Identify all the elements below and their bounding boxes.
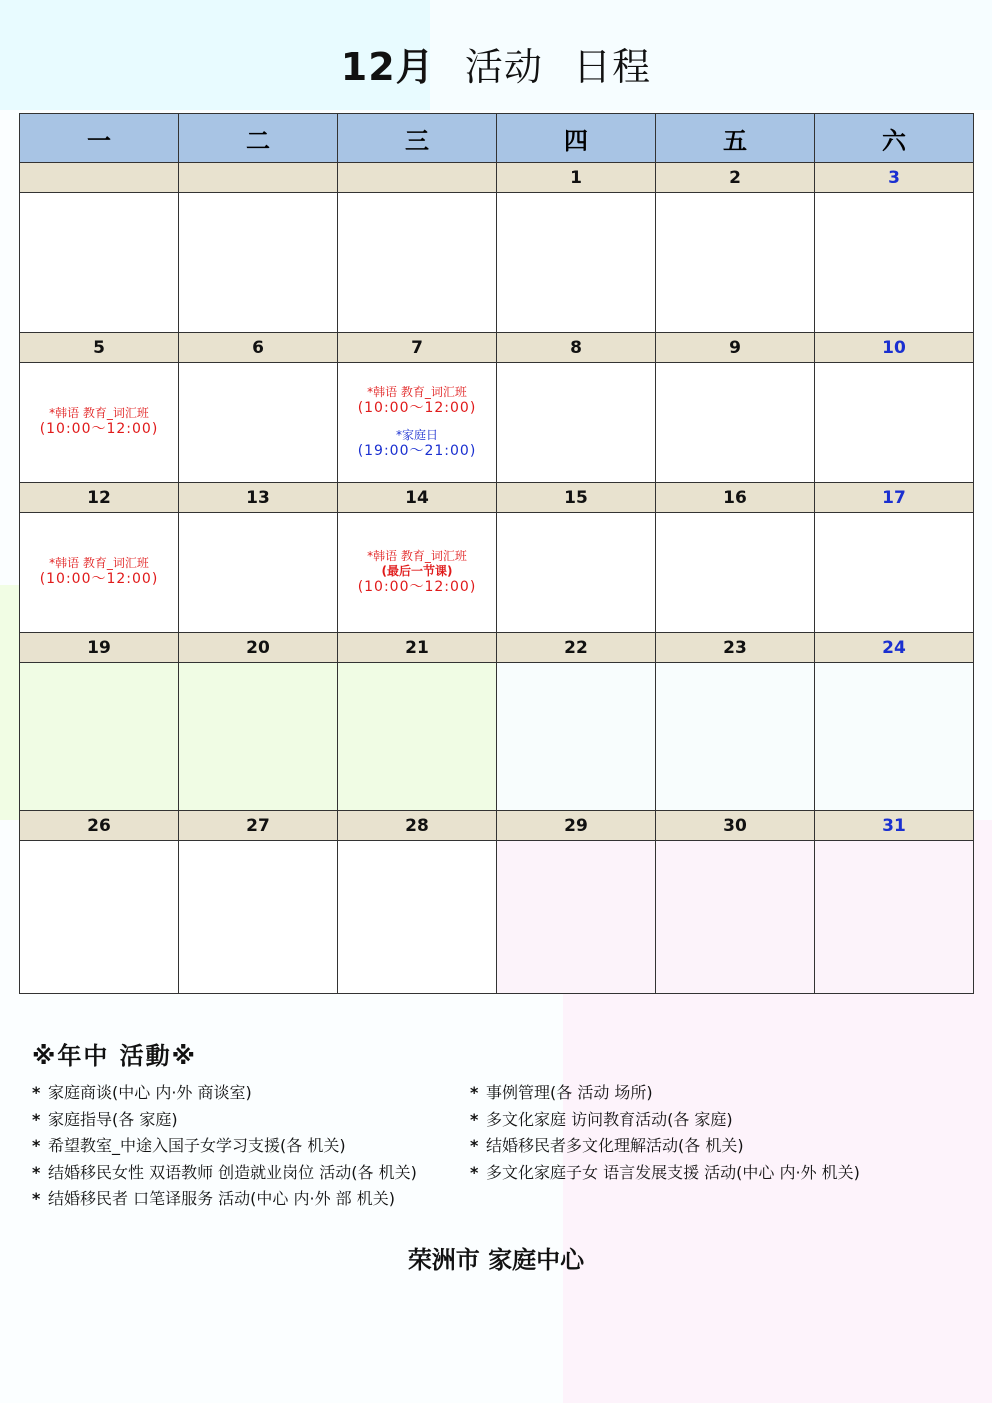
event-korean-class: [338, 385, 496, 418]
list-item-text: 结婚移民者 口笔译服务 活动(中心 内·外 部 机关): [48, 1189, 396, 1208]
date-row: [20, 483, 974, 513]
list-item: [32, 1133, 417, 1160]
date-cell-saturday: 3: [815, 163, 974, 193]
list-item-text: 家庭指导(各 家庭): [48, 1109, 178, 1129]
date-cell: 14: [338, 483, 497, 513]
annual-activities-list-left: [32, 1080, 417, 1213]
day-cell: [338, 841, 497, 994]
day-cell: [20, 841, 179, 994]
date-cell: 22: [497, 633, 656, 663]
bullet-icon: *: [470, 1136, 479, 1155]
event-name: *韩语 教育_词汇班: [367, 548, 467, 563]
event-name: *韩语 教育_词汇班: [49, 406, 149, 421]
list-item-text: 家庭商谈(中心 内·外 商谈室): [48, 1083, 252, 1102]
date-cell: 6: [179, 333, 338, 363]
day-cell: [20, 193, 179, 333]
list-item: [470, 1133, 860, 1160]
event-name: *韩语 教育_词汇班: [49, 556, 149, 571]
date-cell: 1: [497, 163, 656, 193]
weekday-header: 五: [656, 114, 815, 163]
bullet-icon: *: [32, 1109, 41, 1129]
day-cell: [815, 513, 974, 633]
bullet-icon: *: [32, 1083, 41, 1102]
list-item: [32, 1160, 417, 1187]
day-cell: [656, 513, 815, 633]
week-body-row: [20, 363, 974, 483]
bullet-icon: *: [470, 1083, 479, 1102]
event-time: (10:00～12:00): [39, 571, 159, 588]
title-month: 12月: [340, 45, 435, 89]
date-cell: 5: [20, 333, 179, 363]
list-item-text: 多文化家庭 访问教育活动(各 家庭): [486, 1109, 733, 1129]
event-korean-class: [338, 549, 496, 597]
event-time: (19:00～21:00): [357, 442, 477, 459]
bullet-icon: *: [32, 1189, 41, 1208]
list-item: [470, 1080, 860, 1107]
bullet-icon: *: [470, 1109, 479, 1129]
day-cell: [338, 513, 497, 633]
weekday-header-row: [20, 114, 974, 163]
date-cell: [338, 163, 497, 193]
organization-name: 荣洲市 家庭中心: [407, 1246, 585, 1274]
list-item-text: 多文化家庭子女 语言发展支援 活动(中心 内·外 机关): [486, 1162, 860, 1182]
date-row: [20, 163, 974, 193]
date-cell-saturday: 24: [815, 633, 974, 663]
date-cell: 28: [338, 811, 497, 841]
date-cell: 23: [656, 633, 815, 663]
title-word: 日程: [573, 45, 652, 89]
day-cell: [656, 193, 815, 333]
day-cell: [815, 663, 974, 811]
day-cell: [179, 663, 338, 811]
day-cell: [497, 663, 656, 811]
annual-activities-title: ※年中 活動※: [32, 1042, 198, 1070]
bullet-icon: *: [470, 1162, 479, 1182]
page-title: [0, 36, 992, 91]
date-cell-saturday: 17: [815, 483, 974, 513]
date-cell: 30: [656, 811, 815, 841]
weekday-header: 四: [497, 114, 656, 163]
list-item-text: 希望教室_中途入国子女学习支援(各 机关): [48, 1136, 346, 1155]
list-item: [32, 1107, 417, 1134]
date-row: [20, 811, 974, 841]
date-cell: 8: [497, 333, 656, 363]
bullet-icon: *: [32, 1162, 41, 1182]
day-cell: [656, 363, 815, 483]
date-cell-saturday: 10: [815, 333, 974, 363]
date-cell: [179, 163, 338, 193]
list-item: [32, 1080, 417, 1107]
day-cell: [497, 363, 656, 483]
date-cell: 19: [20, 633, 179, 663]
week-body-row: [20, 841, 974, 994]
bullet-icon: *: [32, 1136, 41, 1155]
week-body-row: [20, 513, 974, 633]
event-time: (10:00～12:00): [357, 400, 477, 416]
event-korean-class: [20, 406, 178, 439]
list-item-text: 结婚移民女性 双语教师 创造就业岗位 活动(各 机关): [48, 1162, 417, 1182]
list-item: [470, 1160, 860, 1187]
event-note: (最后一节课): [381, 563, 453, 578]
list-item: [470, 1107, 860, 1134]
date-cell: 2: [656, 163, 815, 193]
day-cell: [179, 513, 338, 633]
day-cell: [338, 363, 497, 483]
date-cell: 21: [338, 633, 497, 663]
event-time: (10:00～12:00): [357, 578, 477, 595]
date-cell: 27: [179, 811, 338, 841]
day-cell: [815, 193, 974, 333]
date-cell: 26: [20, 811, 179, 841]
annual-activities-list-right: [470, 1080, 860, 1186]
weekday-header: 六: [815, 114, 974, 163]
day-cell: [20, 363, 179, 483]
event-name: *家庭日: [395, 427, 438, 442]
date-cell-saturday: 31: [815, 811, 974, 841]
day-cell: [179, 841, 338, 994]
weekday-header: 三: [338, 114, 497, 163]
weekday-header: 二: [179, 114, 338, 163]
list-item: [32, 1186, 417, 1213]
date-row: [20, 333, 974, 363]
day-cell: [815, 363, 974, 483]
date-cell: 7: [338, 333, 497, 363]
day-cell: [20, 663, 179, 811]
date-cell: 20: [179, 633, 338, 663]
date-cell: 16: [656, 483, 815, 513]
day-cell: [338, 663, 497, 811]
day-cell: [179, 363, 338, 483]
title-word: 活动: [464, 45, 543, 89]
day-cell: [497, 513, 656, 633]
day-cell: [338, 193, 497, 333]
week-body-row: [20, 193, 974, 333]
day-cell: [20, 513, 179, 633]
calendar-table: [19, 113, 974, 994]
event-name: *韩语 教育_词汇班: [367, 385, 467, 399]
weekday-header: 一: [20, 114, 179, 163]
day-cell: [497, 841, 656, 994]
event-korean-class: [20, 556, 178, 589]
week-body-row: [20, 663, 974, 811]
day-cell: [656, 841, 815, 994]
day-cell: [179, 193, 338, 333]
date-cell: 9: [656, 333, 815, 363]
date-cell: 29: [497, 811, 656, 841]
list-item-text: 事例管理(各 活动 场所): [486, 1083, 653, 1102]
day-cell: [656, 663, 815, 811]
date-cell: 15: [497, 483, 656, 513]
event-time: (10:00～12:00): [39, 421, 159, 438]
day-cell: [497, 193, 656, 333]
day-cell: [815, 841, 974, 994]
date-cell: [20, 163, 179, 193]
list-item-text: 结婚移民者多文化理解活动(各 机关): [486, 1136, 744, 1155]
date-cell: 13: [179, 483, 338, 513]
date-cell: 12: [20, 483, 179, 513]
event-family-day: [338, 428, 496, 461]
date-row: [20, 633, 974, 663]
